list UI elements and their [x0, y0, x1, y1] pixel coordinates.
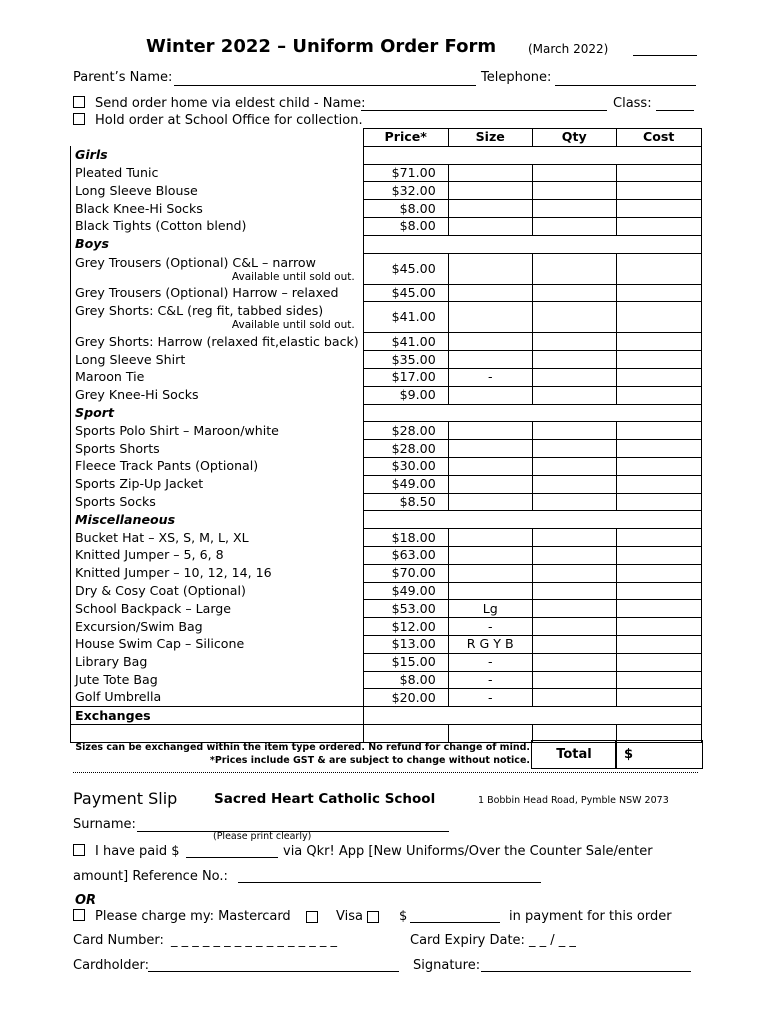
category-spacer — [363, 404, 701, 422]
send-home-checkbox[interactable] — [73, 96, 85, 108]
cardholder-field[interactable] — [148, 971, 399, 972]
item-text: Grey Shorts: Harrow (relaxed fit,elastic back) — [75, 333, 359, 349]
item-price: $49.00 — [363, 582, 448, 600]
qty-cell[interactable] — [532, 546, 616, 564]
size-cell[interactable] — [448, 164, 532, 182]
item-text: Sports Socks — [75, 493, 156, 509]
item-text: Bucket Hat – XS, S, M, L, XL — [75, 529, 249, 545]
item-name — [71, 217, 364, 235]
item-name — [71, 440, 364, 458]
qty-cell[interactable] — [532, 600, 616, 618]
card-number-label: Card Number: — [73, 933, 164, 948]
cost-cell[interactable] — [616, 200, 701, 218]
category-label — [71, 404, 364, 422]
size-cell[interactable] — [448, 457, 532, 475]
item-name — [71, 582, 364, 600]
qty-cell[interactable] — [532, 618, 616, 636]
item-name — [71, 284, 364, 302]
category-row — [71, 707, 702, 725]
cost-cell[interactable] — [616, 546, 701, 564]
cost-cell[interactable] — [616, 253, 701, 284]
qty-cell[interactable] — [532, 302, 616, 333]
reference-label: amount] Reference No.: — [73, 869, 228, 884]
item-text: Sports Shorts — [75, 440, 160, 456]
table-row — [71, 440, 702, 458]
item-text: Excursion/Swim Bag — [75, 618, 203, 634]
cost-cell[interactable] — [616, 653, 701, 671]
table-row — [71, 284, 702, 302]
category-row — [71, 235, 702, 253]
item-name — [71, 253, 364, 284]
or-label: OR — [75, 893, 97, 908]
cardholder-label: Cardholder: — [73, 958, 149, 973]
qty-cell[interactable] — [532, 200, 616, 218]
qty-cell[interactable] — [532, 333, 616, 351]
item-price: $12.00 — [363, 618, 448, 636]
item-name — [71, 475, 364, 493]
item-price: $28.00 — [363, 440, 448, 458]
table-row — [71, 182, 702, 200]
page-title: Winter 2022 – Uniform Order Form — [146, 36, 497, 57]
item-price: $9.00 — [363, 386, 448, 404]
mastercard-checkbox[interactable] — [306, 911, 318, 923]
charge-dollar: $ — [399, 909, 408, 924]
charge-checkbox[interactable] — [73, 909, 85, 921]
qty-cell[interactable] — [532, 182, 616, 200]
card-number-field[interactable]: _ _ _ _ _ _ _ _ _ _ _ _ _ _ _ _ — [171, 933, 337, 948]
item-name — [71, 493, 364, 511]
size-cell[interactable] — [448, 440, 532, 458]
item-price: $71.00 — [363, 164, 448, 182]
table-row — [71, 351, 702, 369]
surname-label: Surname: — [73, 817, 136, 832]
item-text: Dry & Cosy Coat (Optional) — [75, 582, 246, 598]
qty-cell[interactable] — [532, 368, 616, 386]
qty-cell[interactable] — [532, 422, 616, 440]
table-row — [71, 564, 702, 582]
size-cell[interactable] — [448, 200, 532, 218]
size-cell[interactable]: R G Y B — [448, 635, 532, 653]
qty-cell[interactable] — [532, 475, 616, 493]
visa-checkbox[interactable] — [367, 911, 379, 923]
cost-cell[interactable] — [616, 333, 701, 351]
item-price: $20.00 — [363, 689, 448, 707]
qty-cell[interactable] — [532, 635, 616, 653]
item-name — [71, 635, 364, 653]
price-column-header: Price* — [363, 129, 448, 147]
size-cell[interactable] — [448, 493, 532, 511]
item-name — [71, 724, 364, 742]
availability-note: Available until sold out. — [231, 270, 355, 283]
item-name — [71, 546, 364, 564]
table-row — [71, 529, 702, 547]
cut-line — [73, 772, 698, 773]
item-name — [71, 302, 364, 333]
item-name — [71, 689, 364, 707]
item-name — [71, 422, 364, 440]
item-text: Jute Tote Bag — [75, 671, 158, 687]
item-text: Miscellaneous — [75, 511, 176, 527]
qty-cell[interactable] — [532, 493, 616, 511]
size-column-header: Size — [448, 129, 532, 147]
item-name — [71, 333, 364, 351]
size-cell[interactable] — [448, 564, 532, 582]
cost-cell[interactable] — [616, 182, 701, 200]
qty-cell[interactable] — [532, 351, 616, 369]
availability-note: Available until sold out. — [231, 319, 355, 332]
size-cell[interactable] — [448, 724, 532, 742]
parent-name-field[interactable] — [174, 85, 476, 86]
size-cell[interactable] — [448, 529, 532, 547]
print-clearly-note: (Please print clearly) — [213, 831, 312, 842]
cost-cell[interactable] — [616, 635, 701, 653]
cost-cell[interactable] — [616, 618, 701, 636]
item-price: $45.00 — [363, 284, 448, 302]
item-text: Grey Knee-Hi Socks — [75, 387, 199, 403]
cost-cell[interactable] — [616, 440, 701, 458]
table-row — [71, 422, 702, 440]
exchange-note: Sizes can be exchanged within the item type ordered. No refund for change of mind. — [75, 742, 530, 753]
item-price: $8.50 — [363, 493, 448, 511]
item-price: $8.00 — [363, 217, 448, 235]
table-row — [71, 253, 702, 284]
item-name — [71, 164, 364, 182]
item-name — [71, 529, 364, 547]
item-text: Black Knee-Hi Socks — [75, 200, 203, 216]
size-cell[interactable] — [448, 386, 532, 404]
table-notes — [70, 741, 530, 767]
size-cell[interactable]: - — [448, 689, 532, 707]
item-price: $30.00 — [363, 457, 448, 475]
hold-order-label: Hold order at School Office for collection. — [95, 113, 363, 128]
size-cell[interactable] — [448, 582, 532, 600]
item-price: $8.00 — [363, 200, 448, 218]
table-row — [71, 582, 702, 600]
total-label: Total — [531, 740, 617, 769]
item-price: $13.00 — [363, 635, 448, 653]
cost-column-header: Cost — [616, 129, 701, 147]
item-text: Sport — [75, 404, 114, 420]
item-name — [71, 653, 364, 671]
cost-cell[interactable] — [616, 671, 701, 689]
item-text: School Backpack – Large — [75, 600, 232, 616]
item-price: $49.00 — [363, 475, 448, 493]
category-label — [71, 146, 364, 164]
size-cell[interactable]: - — [448, 368, 532, 386]
table-row — [71, 368, 702, 386]
item-name — [71, 200, 364, 218]
school-name: Sacred Heart Catholic School — [214, 791, 436, 807]
table-row — [71, 493, 702, 511]
cost-cell[interactable] — [616, 600, 701, 618]
table-row — [71, 386, 702, 404]
qty-cell[interactable] — [532, 564, 616, 582]
table-row — [71, 333, 702, 351]
qty-cell[interactable] — [532, 689, 616, 707]
size-cell[interactable] — [448, 546, 532, 564]
qty-cell[interactable] — [532, 164, 616, 182]
signature-field[interactable] — [481, 971, 691, 972]
eldest-child-name-field[interactable] — [361, 110, 607, 111]
qty-cell[interactable] — [532, 284, 616, 302]
item-name — [71, 671, 364, 689]
item-name — [71, 182, 364, 200]
size-cell[interactable]: - — [448, 671, 532, 689]
class-field[interactable] — [656, 110, 694, 111]
paid-amount-field[interactable] — [186, 857, 278, 858]
cost-cell[interactable] — [616, 475, 701, 493]
paid-checkbox[interactable] — [73, 844, 85, 856]
item-price: $63.00 — [363, 546, 448, 564]
item-price: $28.00 — [363, 422, 448, 440]
item-price: $15.00 — [363, 653, 448, 671]
size-cell[interactable] — [448, 284, 532, 302]
item-price: $35.00 — [363, 351, 448, 369]
qty-cell[interactable] — [532, 386, 616, 404]
class-label: Class: — [613, 96, 652, 111]
total-value-field[interactable]: $ — [615, 740, 703, 769]
category-spacer — [363, 235, 701, 253]
cost-cell[interactable] — [616, 564, 701, 582]
cost-cell[interactable] — [616, 422, 701, 440]
item-text: Boys — [75, 236, 109, 252]
item-text: Long Sleeve Blouse — [75, 182, 198, 198]
item-text: Pleated Tunic — [75, 164, 159, 180]
qty-column-header: Qty — [532, 129, 616, 147]
item-name — [71, 351, 364, 369]
item-price: $18.00 — [363, 529, 448, 547]
item-text: Exchanges — [75, 707, 151, 723]
gst-note: *Prices include GST & are subject to change without notice. — [209, 755, 530, 766]
size-cell[interactable]: - — [448, 653, 532, 671]
table-row — [71, 689, 702, 707]
item-name — [71, 564, 364, 582]
qty-cell[interactable] — [532, 671, 616, 689]
category-label — [71, 235, 364, 253]
paid-prefix: I have paid $ — [95, 844, 180, 859]
reference-field[interactable] — [238, 882, 541, 883]
telephone-label: Telephone: — [481, 70, 552, 85]
cost-cell[interactable] — [616, 351, 701, 369]
size-cell[interactable]: Lg — [448, 600, 532, 618]
item-price: $32.00 — [363, 182, 448, 200]
parent-name-label: Parent’s Name: — [73, 70, 173, 85]
qty-cell[interactable] — [532, 582, 616, 600]
charge-amount-field[interactable] — [410, 922, 500, 923]
item-text: Girls — [75, 147, 108, 163]
send-home-label: Send order home via eldest child - Name: — [95, 96, 366, 111]
cost-cell[interactable] — [616, 386, 701, 404]
item-text: Library Bag — [75, 654, 148, 670]
cost-cell[interactable] — [616, 217, 701, 235]
category-label — [71, 511, 364, 529]
category-spacer — [363, 146, 701, 164]
exchanges-spacer — [363, 707, 701, 725]
table-row — [71, 302, 702, 333]
category-label — [71, 707, 364, 725]
size-cell[interactable] — [448, 182, 532, 200]
item-text: Maroon Tie — [75, 369, 145, 385]
item-text: Knitted Jumper – 10, 12, 14, 16 — [75, 565, 272, 581]
school-address: 1 Bobbin Head Road, Pymble NSW 2073 — [478, 795, 669, 806]
item-price: $8.00 — [363, 671, 448, 689]
size-cell[interactable] — [448, 302, 532, 333]
signature-label: Signature: — [413, 958, 481, 973]
cost-cell[interactable] — [616, 493, 701, 511]
item-text: Knitted Jumper – 5, 6, 8 — [75, 547, 224, 563]
table-row — [71, 671, 702, 689]
qty-cell[interactable] — [532, 529, 616, 547]
table-row — [71, 546, 702, 564]
item-text: Golf Umbrella — [75, 689, 162, 705]
size-cell[interactable] — [448, 422, 532, 440]
table-row — [71, 653, 702, 671]
size-cell[interactable] — [448, 253, 532, 284]
item-price — [363, 724, 448, 742]
category-row — [71, 146, 702, 164]
cost-cell[interactable] — [616, 582, 701, 600]
item-text: Grey Trousers (Optional) C&L – narrow — [75, 254, 316, 270]
item-text: Sports Zip-Up Jacket — [75, 476, 204, 492]
qty-cell[interactable] — [532, 457, 616, 475]
size-cell[interactable] — [448, 217, 532, 235]
category-row — [71, 511, 702, 529]
qty-cell[interactable] — [532, 253, 616, 284]
table-row — [71, 217, 702, 235]
category-spacer — [363, 511, 701, 529]
hold-order-checkbox[interactable] — [73, 113, 85, 125]
size-cell[interactable] — [448, 351, 532, 369]
item-text: Sports Polo Shirt – Maroon/white — [75, 422, 279, 438]
item-text: Fleece Track Pants (Optional) — [75, 458, 259, 474]
cost-cell[interactable] — [616, 529, 701, 547]
size-cell[interactable] — [448, 475, 532, 493]
size-cell[interactable]: - — [448, 618, 532, 636]
form-date: (March 2022) — [528, 42, 609, 56]
category-row — [71, 404, 702, 422]
table-row — [71, 618, 702, 636]
telephone-field[interactable] — [555, 85, 696, 86]
paid-suffix: via Qkr! App [New Uniforms/Over the Counter Sale/enter — [283, 844, 653, 859]
charge-label: Please charge my: Mastercard — [95, 909, 291, 924]
item-price: $70.00 — [363, 564, 448, 582]
cost-cell[interactable] — [616, 302, 701, 333]
expiry-field[interactable]: _ _ / _ _ — [529, 933, 576, 948]
in-payment-label: in payment for this order — [509, 909, 672, 924]
qty-cell[interactable] — [532, 217, 616, 235]
item-price: $53.00 — [363, 600, 448, 618]
expiry-label: Card Expiry Date: — [410, 933, 525, 948]
table-row — [71, 457, 702, 475]
item-name — [71, 386, 364, 404]
item-name — [71, 618, 364, 636]
order-table — [70, 128, 702, 743]
visa-label: Visa — [336, 909, 363, 924]
item-price: $41.00 — [363, 302, 448, 333]
item-price: $41.00 — [363, 333, 448, 351]
cost-cell[interactable] — [616, 689, 701, 707]
item-name — [71, 457, 364, 475]
table-row — [71, 200, 702, 218]
table-row — [71, 475, 702, 493]
payment-slip-title: Payment Slip — [73, 789, 178, 808]
date-field[interactable] — [633, 55, 697, 56]
item-price: $45.00 — [363, 253, 448, 284]
item-text: Grey Shorts: C&L (reg fit, tabbed sides) — [75, 303, 324, 319]
cost-cell[interactable] — [616, 368, 701, 386]
item-name — [71, 368, 364, 386]
cost-cell[interactable] — [616, 164, 701, 182]
item-text: House Swim Cap – Silicone — [75, 636, 245, 652]
size-cell[interactable] — [448, 333, 532, 351]
item-text: Black Tights (Cotton blend) — [75, 218, 247, 234]
item-price: $17.00 — [363, 368, 448, 386]
table-row — [71, 635, 702, 653]
cost-cell[interactable] — [616, 284, 701, 302]
qty-cell[interactable] — [532, 653, 616, 671]
item-text: Grey Trousers (Optional) Harrow – relaxed — [75, 284, 339, 300]
table-row — [71, 164, 702, 182]
item-name — [71, 600, 364, 618]
cost-cell[interactable] — [616, 457, 701, 475]
table-row — [71, 600, 702, 618]
item-text: Long Sleeve Shirt — [75, 351, 186, 367]
qty-cell[interactable] — [532, 440, 616, 458]
